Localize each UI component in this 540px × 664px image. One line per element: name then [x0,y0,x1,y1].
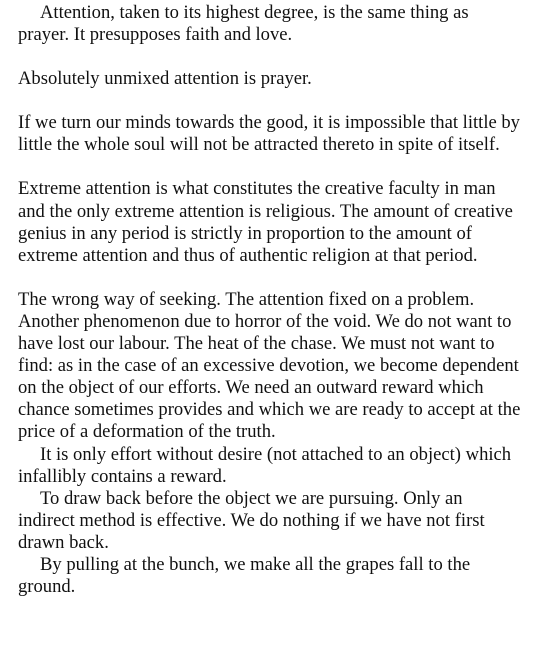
paragraph-extreme-attention: Extreme attention is what constitutes the creative faculty in man and the only extreme attention is religious. The amount of creative genius in any period is strictly in proportion to the amount of extreme attention and thus of authentic religion at that period. [18,178,513,266]
paragraph-grapes: By pulling at the bunch, we make all the grapes fall to the ground. [18,553,471,598]
paragraph-attention-prayer: Attention, taken to its highest degree, is the same thing as prayer. It presupposes faith and love. [18,2,469,46]
paragraph-draw-back: To draw back before the object we are pursuing. Only an indirect method is effective. We do nothing if we have not first drawn back. [18,487,485,553]
paragraph-unmixed-attention: Absolutely unmixed attention is prayer. [18,68,312,90]
paragraph-effort-without-desire: It is only effort without desire (not attached to an object) which infallibly contains a reward. [18,443,512,487]
paragraph-turn-minds-good: If we turn our minds towards the good, it is impossible that little by little the whole soul will not be attracted thereto in spite of itself. [18,112,520,156]
paragraph-wrong-way-seeking: The wrong way of seeking. The attention fixed on a problem. Another phenomenon due to horror of the void. We do not want to have lost our labour. The heat of the chase. We must not want to find: as in the case of an excessive devotion, we become dependent on the object of our efforts. We need an outward reward which chance sometimes provides and which we are ready to accept at the price of a deformation of the truth. [18,288,521,443]
